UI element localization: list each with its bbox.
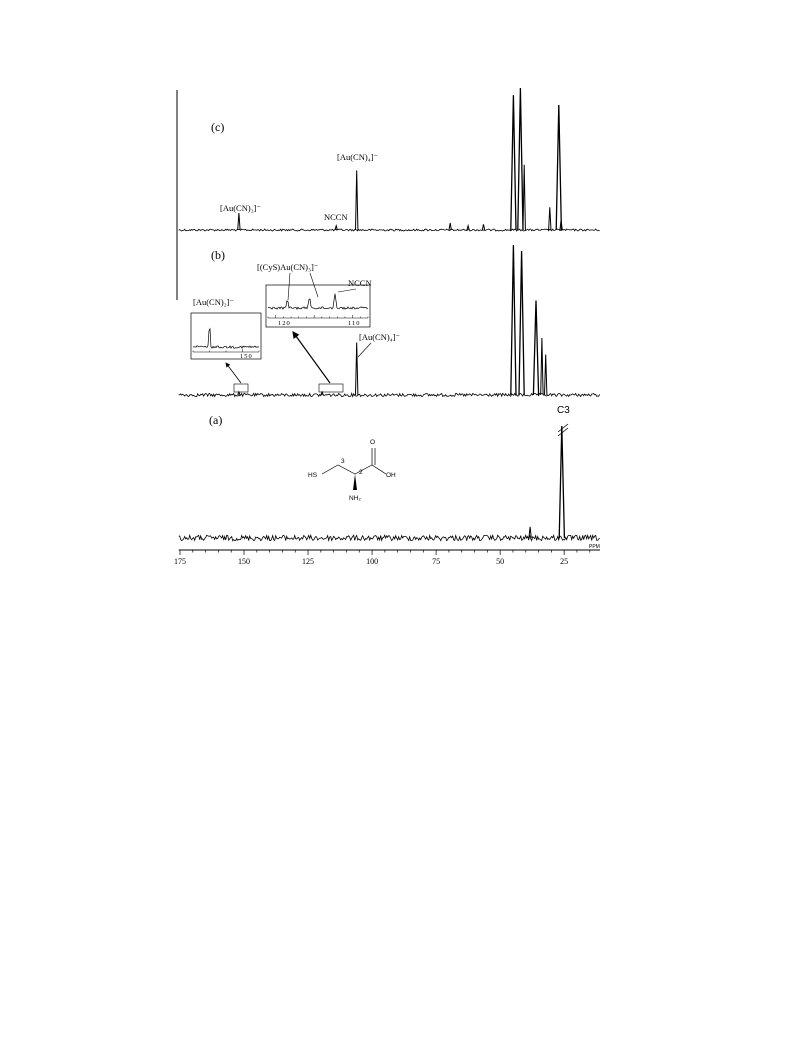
x-axis-tick-label: 150 — [238, 557, 251, 566]
inset-spectrum — [268, 294, 368, 310]
x-axis-tick-label: 75 — [432, 557, 441, 566]
zoom-arrow-1 — [226, 363, 241, 383]
spectrum-baseline — [179, 393, 600, 396]
spectrum-peak — [511, 245, 516, 395]
annotation-a-c3: C3 — [557, 405, 570, 416]
structure-atom-nh2: NH₂ — [349, 495, 361, 502]
spectrum-peak — [511, 95, 516, 230]
spectrum-peak — [523, 165, 525, 230]
inset2-plot — [268, 294, 368, 318]
structure-atom-oh: OH — [386, 472, 396, 479]
spectrum-peak — [356, 170, 358, 230]
spectrum-baseline — [179, 229, 600, 231]
inset2-leader-cys — [288, 273, 290, 300]
inset2-leader-nccn — [338, 289, 356, 292]
inset-spectrum — [193, 329, 259, 348]
annotation-c-aucn2: [Au(CN)₂]⁻ — [220, 203, 261, 213]
panel-label-b: (b) — [211, 248, 225, 262]
spectrum-peak — [556, 105, 561, 230]
structure-atom-3: 3 — [341, 458, 345, 465]
spectrum-peak — [549, 207, 551, 230]
annotation-c-nccn: NCCN — [324, 212, 348, 222]
structure-atom-hs: HS — [308, 472, 318, 479]
break-mark-2 — [558, 428, 568, 436]
annotation-b-aucn4-leader — [358, 343, 371, 357]
panel-label-a: (a) — [209, 413, 223, 427]
annotation-b-aucn4: [Au(CN)₄]⁻ — [359, 332, 400, 342]
x-axis-tick-label: 175 — [174, 557, 186, 566]
inset1-plot — [193, 329, 259, 352]
x-axis — [174, 550, 600, 566]
zoom-arrow-2 — [293, 332, 330, 383]
spectrum-peak — [541, 338, 543, 395]
spectrum-peak — [449, 223, 451, 230]
break-mark-1 — [558, 424, 568, 432]
spectrum-peak — [356, 343, 358, 396]
cysteine-structure — [308, 439, 396, 502]
spectrum-peak — [559, 426, 564, 538]
annotation-c-aucn4: [Au(CN)₄]⁻ — [337, 152, 378, 162]
inset2-tick-label-110: 110 — [348, 320, 361, 327]
panel-label-c: (c) — [211, 120, 225, 134]
spectrum-peak — [533, 301, 538, 396]
spectrum-peak — [482, 224, 484, 230]
spectrum-peak — [238, 213, 240, 230]
structure-bonds — [322, 465, 386, 474]
zoom-box-2 — [319, 384, 343, 392]
inset2-tick-label-120: 120 — [278, 320, 291, 327]
inset2-label-nccn: NCCN — [348, 278, 372, 288]
structure-atom-o: O — [370, 439, 376, 446]
inset2-label-cysaucn3: [(CyS)Au(CN)₃]⁻ — [257, 262, 319, 272]
structure-wedge-bond — [353, 474, 357, 490]
spectrum-peak — [518, 88, 523, 230]
x-axis-unit: PPM — [589, 544, 600, 550]
spectrum-peak — [545, 355, 547, 396]
x-axis-tick-label: 50 — [496, 557, 505, 566]
x-axis-tick-label: 100 — [366, 557, 379, 566]
spectrum-peak — [519, 251, 524, 395]
x-axis-tick-label: 25 — [560, 557, 569, 566]
spectrum-baseline — [179, 535, 600, 541]
zoom-box-1 — [234, 384, 248, 392]
x-axis-tick-label: 125 — [302, 557, 315, 566]
structure-atom-2: 2 — [359, 469, 363, 476]
inset1-tick-label: 150 — [240, 353, 253, 360]
inset1-label: [Au(CN)₂]⁻ — [193, 297, 234, 307]
